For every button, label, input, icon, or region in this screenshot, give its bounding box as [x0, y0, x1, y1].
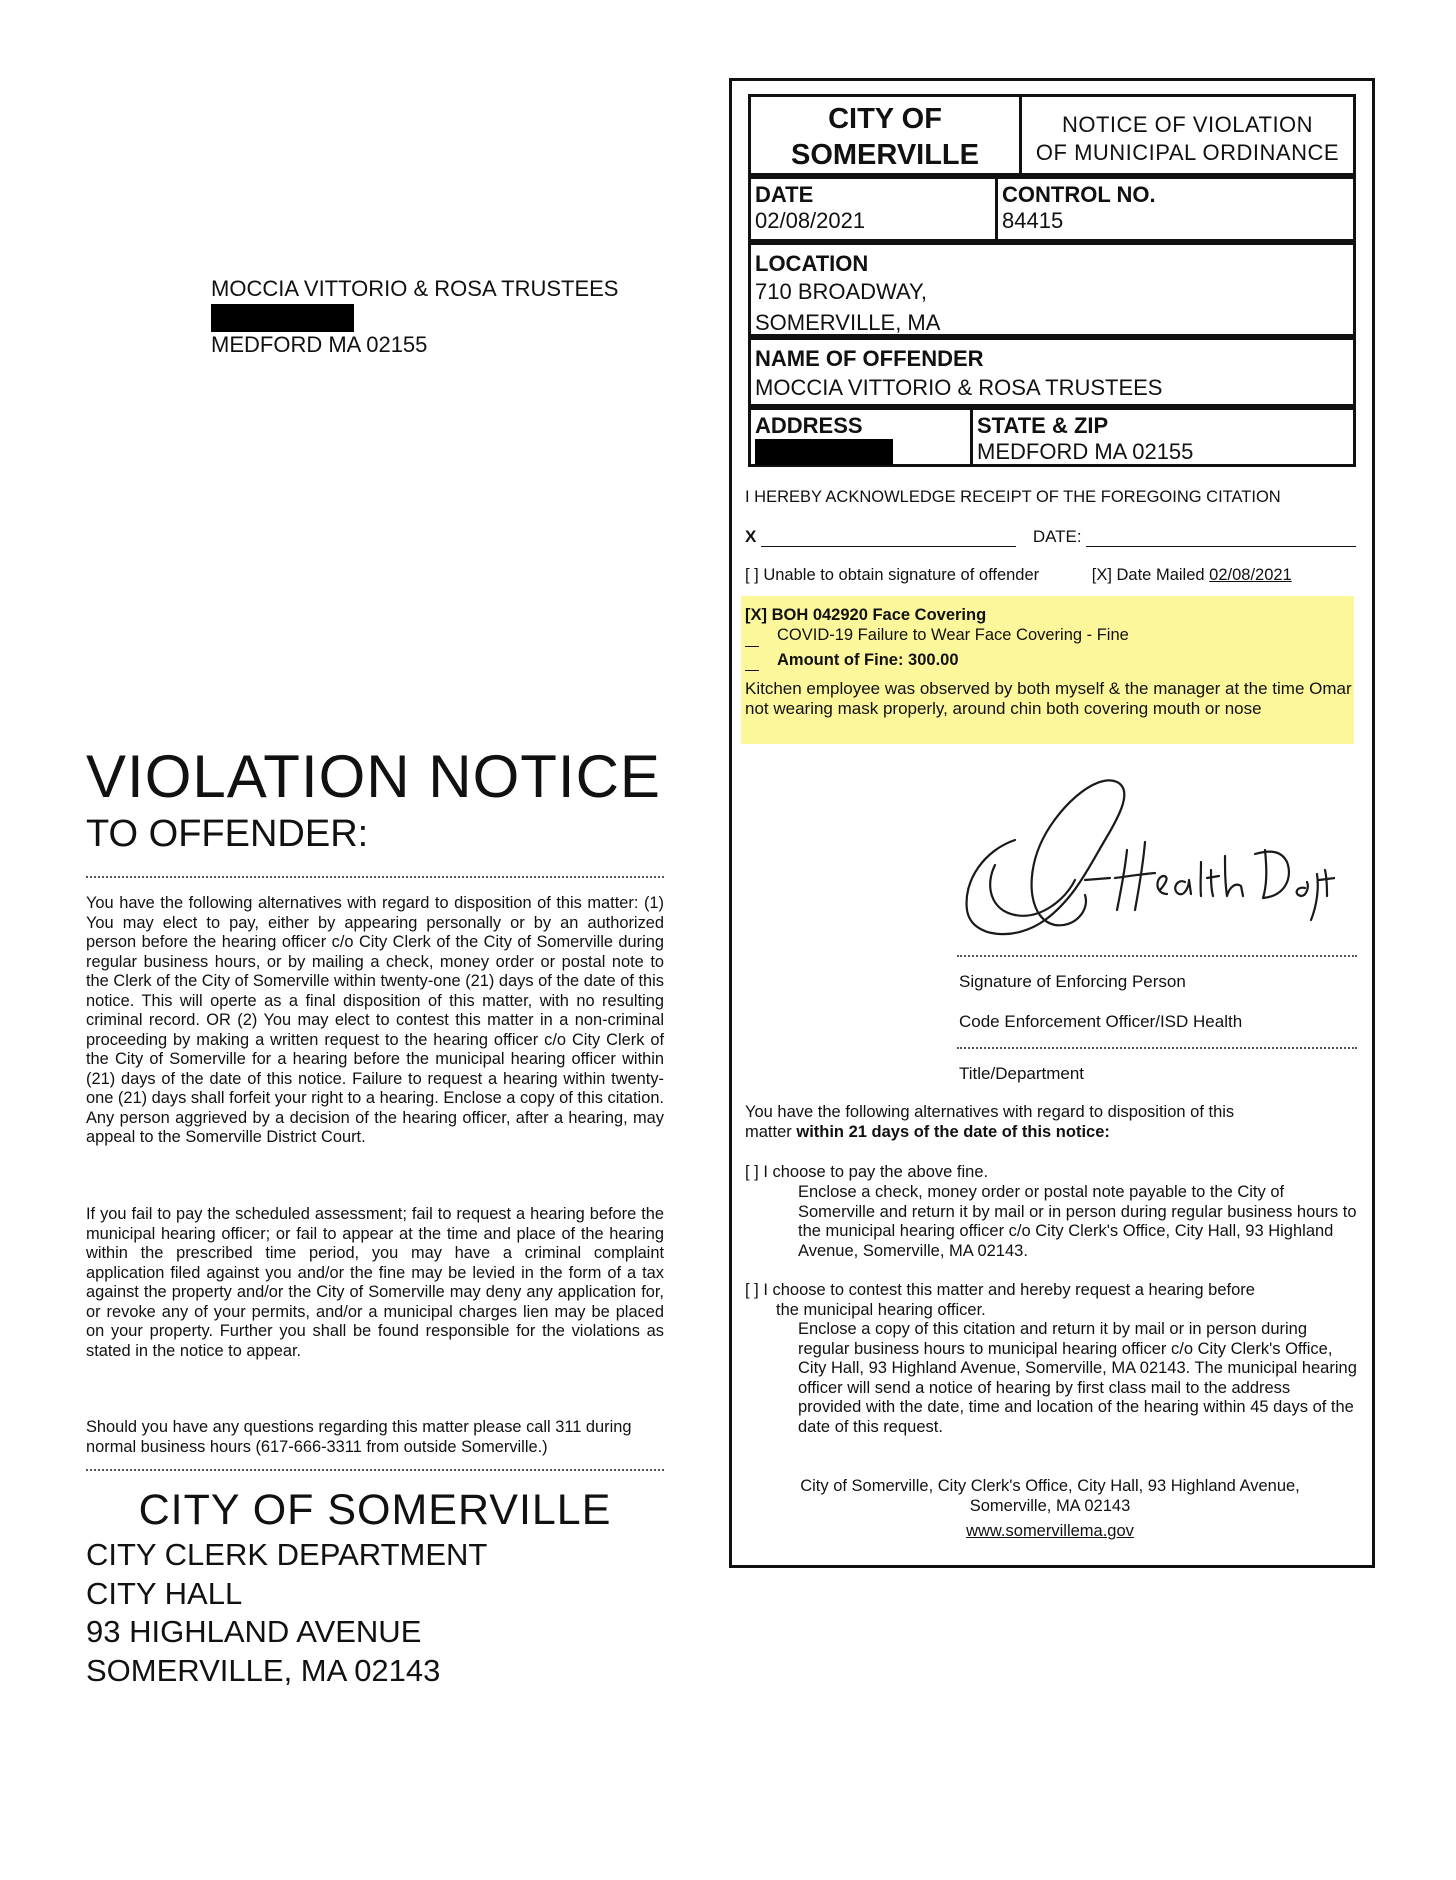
title-divider [957, 1047, 1357, 1049]
date-value: 02/08/2021 [755, 208, 866, 233]
questions-paragraph: Should you have any questions regarding this matter please call 311 during normal business hours (617-666-3311 from outside Somerville.) [86, 1418, 632, 1456]
contest-option-line2: the municipal hearing officer. [776, 1301, 986, 1319]
control-number-value: 84415 [1002, 208, 1064, 233]
address-line: SOMERVILLE, MA 02143 [86, 1652, 441, 1688]
address-line: CITY HALL [86, 1575, 243, 1611]
address-line: CITY CLERK DEPARTMENT [86, 1537, 488, 1572]
enforcing-officer-signature [955, 770, 1335, 950]
recipient-name: MOCCIA VITTORIO & ROSA TRUSTEES [211, 276, 619, 301]
notice-header-line1: NOTICE OF VIOLATION [1061, 112, 1314, 137]
disposition-paragraph: You have the following alternatives with regard to disposition of this matter: (1) You may elect to pay, either by appearing personally or by an authorized person before the hearing officer c/o City Clerk of the City of Somerville during regular business hours, or by mailing a check, money order or postal note to the Clerk of the City of Somerville within twenty-one (21) days of the date of this notice. This will operte as a final disposition of this matter, with no resulting criminal record. OR (2) You may elect to contest this matter in a non-criminal proceeding by making a written request to the hearing officer c/o City Clerk of the City of Somerville for a hearing before the municipal hearing officer within (21) days of the date of this notice. Failure to request a hearing within twenty-one (21) days shall forfeit your right to a hearing. Enclose a copy of this citation. Any person aggrieved by a decision of the hearing officer, after a hearing, may appeal to the Somerville District Court. [86, 894, 664, 1146]
date-field [748, 176, 998, 242]
city-header-line2: SOMERVILLE [791, 139, 979, 171]
state-zip-field [970, 407, 1356, 467]
state-zip-value: MEDFORD MA 02155 [977, 439, 1194, 464]
address-line: 93 HIGHLAND AVENUE [86, 1614, 422, 1649]
pay-fine-option[interactable]: [ ] I choose to pay the above fine. [745, 1163, 989, 1181]
offender-signature-field[interactable] [761, 528, 1016, 547]
recipient-block [211, 276, 618, 358]
city-clerk-title: CITY OF SOMERVILLE [138, 1486, 612, 1534]
alternatives-intro [745, 1103, 1345, 1142]
signature-options [745, 566, 1292, 585]
officer-title: Code Enforcement Officer/ISD Health [959, 1012, 1243, 1031]
signature-label: Signature of Enforcing Person [959, 972, 1186, 991]
violation-description: COVID-19 Failure to Wear Face Covering - Fine [777, 626, 1129, 644]
title-department-label: Title/Department [959, 1064, 1085, 1083]
date-field-label: DATE: [1032, 527, 1082, 546]
footer-address [745, 1477, 1355, 1516]
alternatives-intro-lead: matter [745, 1122, 792, 1141]
contest-instructions: Enclose a copy of this citation and return it by mail or in person during regular business hours to municipal hearing officer c/o City Clerk's Office, City Hall, 93 Highland Avenue, Somerville, MA 02143. The municipal hearing officer will send a notice of hearing by first class mail to the address provided with the date, time and location of the hearing within 45 days of the date of this request. [798, 1320, 1357, 1436]
alternatives-deadline: within 21 days of the date of this notice: [796, 1122, 1110, 1141]
redaction-bar [211, 304, 354, 332]
alternatives-intro-line2 [745, 1123, 1345, 1143]
signature-divider [957, 955, 1357, 957]
control-number-label: CONTROL NO. [1002, 182, 1156, 207]
location-line2: SOMERVILLE, MA [755, 310, 941, 335]
city-header-line1: CITY OF [828, 103, 942, 135]
fine-amount: Amount of Fine: 300.00 [777, 651, 959, 669]
officer-notes: Kitchen employee was observed by both myself & the manager at the time Omar not wearing mask properly, around chin both covering mouth or nose [745, 679, 1352, 718]
divider [86, 1469, 664, 1471]
control-number-field [995, 176, 1356, 242]
footer-website-link[interactable] [745, 1522, 1355, 1541]
city-header-box [748, 94, 1022, 176]
offender-name-field [748, 337, 1356, 407]
x-mark: X [745, 527, 757, 546]
footer-address-line2: Somerville, MA 02143 [969, 1496, 1131, 1515]
state-zip-label: STATE & ZIP [977, 413, 1109, 438]
offender-address-field [748, 407, 973, 467]
date-mailed-label: [X] Date Mailed [1091, 566, 1205, 584]
website-url[interactable]: www.somervillema.gov [966, 1522, 1134, 1540]
date-mailed-value: 02/08/2021 [1209, 566, 1292, 584]
checkbox-line [745, 670, 759, 671]
acknowledgement-text: I HEREBY ACKNOWLEDGE RECEIPT OF THE FOREGOING CITATION [745, 488, 1281, 506]
city-clerk-address [86, 1536, 487, 1690]
violation-code: [X] BOH 042920 Face Covering [745, 606, 987, 624]
offender-signature-line [745, 527, 1356, 547]
notice-header-box [1019, 94, 1356, 176]
checkbox-line [745, 646, 759, 647]
notice-header-line2: OF MUNICIPAL ORDINANCE [1035, 140, 1340, 165]
redaction-bar [755, 439, 893, 465]
offender-name-value: MOCCIA VITTORIO & ROSA TRUSTEES [755, 375, 1163, 400]
acknowledgement-date-field[interactable] [1086, 528, 1356, 547]
violation-notice-subtitle: TO OFFENDER: [86, 813, 369, 855]
unable-to-sign-option: [ ] Unable to obtain signature of offender [745, 566, 1040, 584]
location-line1: 710 BROADWAY, [755, 279, 927, 304]
offender-name-label: NAME OF OFFENDER [755, 346, 984, 371]
location-field [748, 242, 1356, 337]
alternatives-intro-line1: You have the following alternatives with regard to disposition of this [745, 1103, 1235, 1121]
contest-option[interactable]: [ ] I choose to contest this matter and hereby request a hearing before [745, 1281, 1255, 1299]
recipient-city: MEDFORD MA 02155 [211, 332, 428, 357]
footer-address-line1: City of Somerville, City Clerk's Office, City Hall, 93 Highland Avenue, [800, 1477, 1300, 1495]
divider [86, 876, 664, 878]
location-label: LOCATION [755, 251, 869, 276]
address-label: ADDRESS [755, 413, 863, 438]
violation-notice-title: VIOLATION NOTICE [86, 743, 661, 810]
date-label: DATE [755, 182, 814, 207]
pay-fine-instructions: Enclose a check, money order or postal note payable to the City of Somerville and return it by mail or in person during regular business hours to the municipal hearing officer c/o City Clerk's Office, City Hall, 93 Highland Avenue, Somerville, MA 02143. [798, 1183, 1357, 1260]
recipient-address-redacted [211, 302, 618, 328]
failure-paragraph: If you fail to pay the scheduled assessment; fail to request a hearing before the municipal hearing officer; or fail to appear at the time and place of the hearing within the prescribed time period, you may have a criminal complaint application filed against you and/or the fine may be levied in the form of a tax against the property and/or the City of Somerville may deny any application for, or revoke any of your permits, and/or a municipal charges lien may be placed on your property. Further you shall be found responsible for the violations as stated in the notice to appear. [86, 1205, 664, 1360]
